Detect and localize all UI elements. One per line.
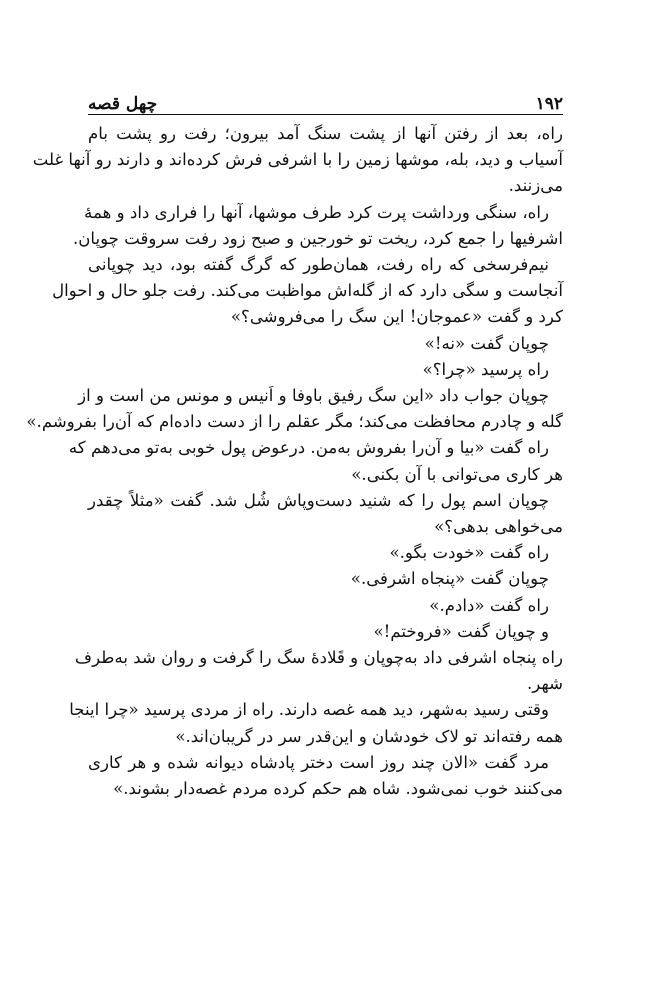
text-line: راه گفت «دادم.» [429,595,549,615]
text-line: شهر. [527,674,563,694]
text-line: اشرفیها را جمع کرد، ریخت تو خورجین و صبح زود رفت سروقت چوپان. [72,228,563,248]
text-line: راه، بعد از رفتن آنها از پشت سنگ آمد بیرون؛ رفت رو پشت بام [88,124,563,143]
text-line: هر کاری می‌توانی با آن بکنی.» [351,464,563,484]
book-title: چهل قصه [88,94,158,114]
text-line: چوپان گفت «نه!» [424,333,549,353]
text-line: چوپان جواب داد «این سگ رفیق باوفا و اَنیس و مونس من است و از [78,386,549,406]
text-line: راه گفت «بیا و آن‌را بفروش به‌من. درعوض پول خوبی به‌تو می‌دهم که [68,438,549,458]
text-line: وقتی رسید به‌شهر، دید همه غصه دارند. راه از مردی پرسید «چرا اینجا [69,700,549,720]
text-line: راه پرسید «چرا؟» [422,359,549,379]
text-line: نیم‌فرسخی که راه رفت، همان‌طور که گرگ گفته بود، دید چوپانی [88,255,549,275]
text-line: چوپان اسم پول را که شنید دست‌وپاش شُل شد. گفت «مثلاً چقدر [88,490,549,510]
text-line: گله و چادرم محافظت می‌کند؛ مگر عقلم را از دست داده‌ام که آن‌را بفروشم.» [26,412,563,432]
text-line: آسیاب و دید، بله، موشها زمین را با اشرفی فرش کرده‌اند و دارند رو آنها غلت [32,150,563,170]
text-line: راه، سنگی ورداشت پرت کرد طرف موشها، آنها را فراری داد و همهٔ [84,202,549,222]
page-body [26,121,563,802]
header-rule [88,114,563,115]
text-line: می‌زنند. [508,176,563,196]
text-line: می‌خواهی بدهی؟» [434,517,563,537]
text-line: می‌کنند خوب نمی‌شود. شاه هم حکم کرده مردم غصه‌دار بشوند.» [113,779,563,799]
text-line: چوپان گفت «پنجاه اشرفی.» [350,569,549,589]
text-line: مرد گفت «الان چند روز است دختر پادشاه دیوانه شده و هر کاری [88,752,549,772]
text-line: همه رفته‌اند تو لاک خودشان و این‌قدر سر در گریبان‌اند.» [175,726,563,746]
page-number: ۱۹۲ [535,94,563,114]
text-line: راه گفت «خودت بگو.» [389,543,549,563]
running-header [88,84,563,114]
text-line: راه پنجاه اشرفی داد به‌چوپان و قَلادهٔ سگ را گرفت و روان شد به‌طرف [74,648,563,668]
text-line: و چوپان گفت «فروختم!» [373,621,549,641]
text-line: کرد و گفت «عموجان! این سگ را می‌فروشی؟» [230,307,563,327]
text-line: آنجاست و سگی دارد که از گله‌اش مواظبت می‌کند. رفت جلو حال و احوال [52,281,563,301]
